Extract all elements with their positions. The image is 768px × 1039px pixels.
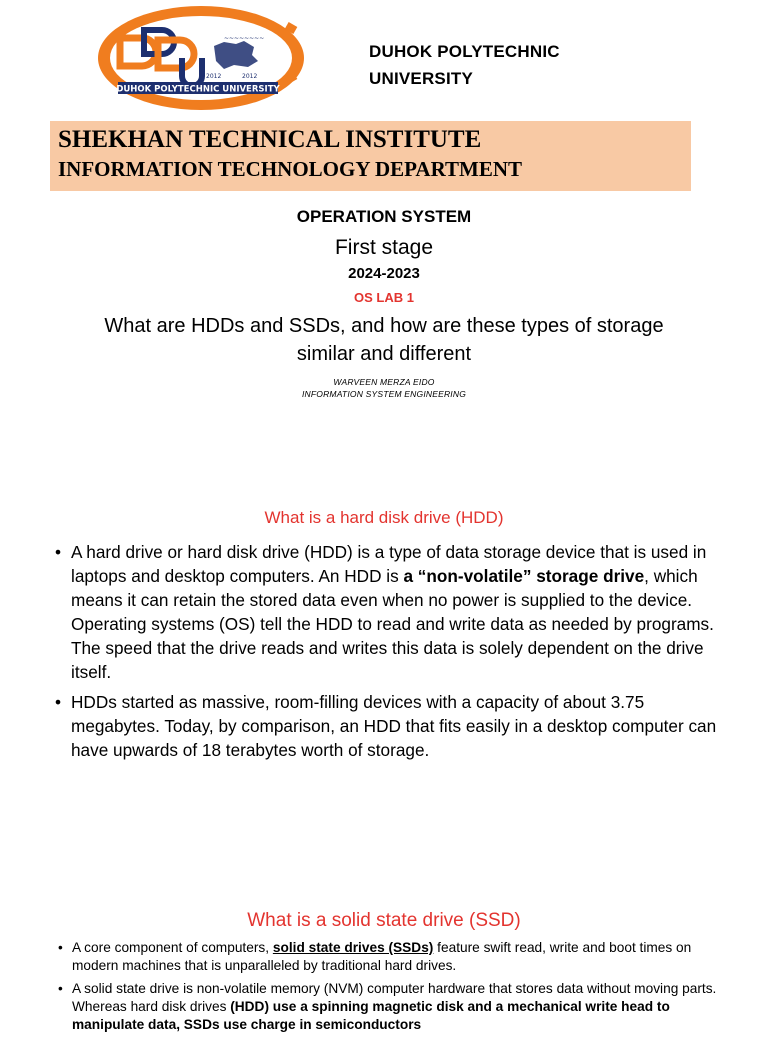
lab-question-title: What are HDDs and SSDs, and how are these types of storage similar and different (104, 315, 664, 365)
ssd-heading: What is a solid state drive (SSD) (247, 910, 521, 931)
institute-banner (50, 121, 691, 191)
department-name: INFORMATION TECHNOLOGY DEPARTMENT (58, 157, 523, 181)
ssd-bullet-list (72, 939, 732, 1039)
hdd-bullet-list (71, 540, 721, 768)
hdd-text-bold: a “non-volatile” storage drive (403, 566, 645, 586)
ssd-link[interactable]: solid state drives (SSDs) (272, 940, 434, 955)
ssd-text-2a: A solid state drive is non-volatile memory (NVM) computer hardware that stores data without moving parts. Whereas hard disk drives (72, 981, 717, 1014)
hdd-text-1b: , which means it can retain the stored data even when no power is supplied to the device. Operating systems (OS) tell the HDD to read and write data as needed by programs. The speed that the drive reads and writes this data is solely dependent on the drive itself. (71, 566, 714, 682)
ssd-text-1a: A core component of computers, (72, 940, 273, 955)
logo-year-left: 2012 (206, 73, 222, 80)
hdd-text-2: HDDs started as massive, room-filling devices with a capacity of about 3.75 megabytes. Today, by comparison, an HDD that fits easily in a desktop computer can have upwards of 18 terabytes worth of storage. (71, 692, 717, 760)
stage-label: First stage (334, 236, 434, 259)
logo-text: DUHOK POLYTECHNIC UNIVERSITY (116, 84, 280, 95)
list-item (72, 980, 732, 1034)
ssd-text-bold: (HDD) use a spinning magnetic disk and a mechanical write head to manipulate data, SSDs use charge in semiconductors (72, 999, 670, 1032)
academic-year: 2024-2023 (348, 265, 420, 282)
list-item (71, 540, 721, 684)
author-name: WARVEEN MERZA EIDO (333, 377, 435, 387)
university-name-line2: UNIVERSITY (369, 69, 474, 88)
author-department: INFORMATION SYSTEM ENGINEERING (301, 389, 467, 399)
logo-year-right: 2012 (242, 73, 258, 80)
university-name-line1: DUHOK POLYTECHNIC (369, 42, 560, 61)
institute-name: SHEKHAN TECHNICAL INSTITUTE (58, 126, 482, 153)
lab-label: OS LAB 1 (354, 290, 414, 305)
course-title: OPERATION SYSTEM (296, 207, 472, 226)
university-logo (96, 4, 306, 112)
hdd-text-1a: A hard drive or hard disk drive (HDD) is a type of data storage device that is used in laptops and desktop computers. An HDD is (71, 542, 707, 586)
svg-text:~~~~~~~~: ~~~~~~~~ (224, 35, 265, 42)
list-item (72, 939, 732, 975)
hdd-heading: What is a hard disk drive (HDD) (264, 508, 504, 527)
list-item (71, 690, 721, 762)
ssd-text-1b: feature swift read, write and boot times on modern machines that is unparalleled by traditional hard drives. (72, 940, 692, 973)
